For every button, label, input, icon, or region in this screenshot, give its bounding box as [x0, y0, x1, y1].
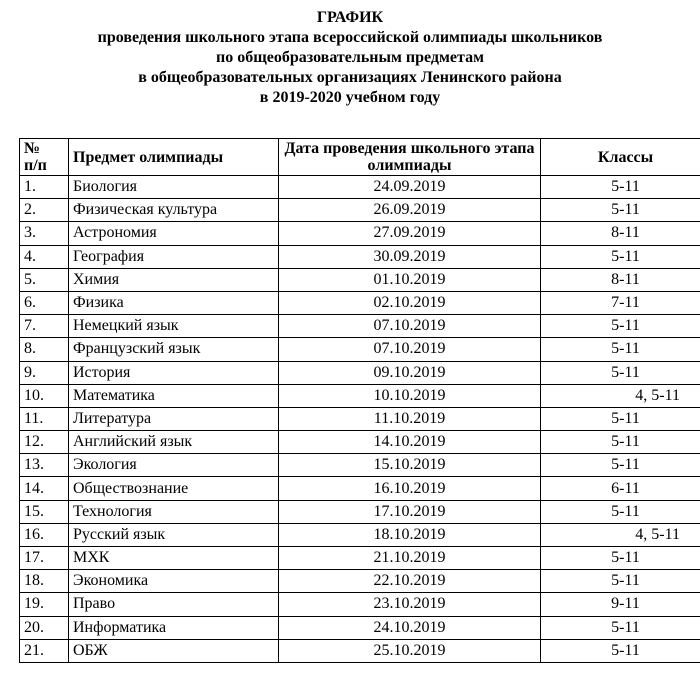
row-number-cell: 4. [20, 245, 69, 268]
date-cell: 17.10.2019 [279, 500, 541, 523]
subject-cell: Информатика [69, 616, 279, 639]
document-header [0, 8, 700, 108]
subject-cell: МХК [69, 547, 279, 570]
table-row [20, 477, 700, 500]
row-number-cell: 14. [20, 477, 69, 500]
date-cell: 30.09.2019 [279, 245, 541, 268]
date-cell: 07.10.2019 [279, 338, 541, 361]
row-number-cell: 15. [20, 500, 69, 523]
row-number-cell: 21. [20, 639, 69, 662]
row-number-cell: 2. [20, 199, 69, 222]
subject-cell: Технология [69, 500, 279, 523]
grades-cell: 5-11 [541, 570, 700, 593]
grades-cell: 5-11 [541, 361, 700, 384]
row-number-cell: 16. [20, 523, 69, 546]
row-number-cell: 17. [20, 547, 69, 570]
table-header-row [20, 139, 700, 176]
grades-cell: 4, 5-11 [541, 384, 700, 407]
subject-cell: Французский язык [69, 338, 279, 361]
date-cell: 16.10.2019 [279, 477, 541, 500]
grades-cell: 5-11 [541, 407, 700, 430]
date-cell: 10.10.2019 [279, 384, 541, 407]
subject-cell: Немецкий язык [69, 315, 279, 338]
table-row [20, 454, 700, 477]
document-subtitle-line: в 2019-2020 учебном году [259, 89, 441, 106]
date-cell: 01.10.2019 [279, 268, 541, 291]
row-number-cell: 20. [20, 616, 69, 639]
table-row [20, 222, 700, 245]
table-row [20, 245, 700, 268]
column-header-subject: Предмет олимпиады [69, 139, 279, 176]
grades-cell: 5-11 [541, 176, 700, 199]
subject-cell: Математика [69, 384, 279, 407]
table-row [20, 431, 700, 454]
table-row [20, 176, 700, 199]
grades-cell: 5-11 [541, 338, 700, 361]
row-number-cell: 19. [20, 593, 69, 616]
date-cell: 25.10.2019 [279, 639, 541, 662]
date-cell: 14.10.2019 [279, 431, 541, 454]
date-cell: 11.10.2019 [279, 407, 541, 430]
table-row [20, 199, 700, 222]
subject-cell: Английский язык [69, 431, 279, 454]
date-cell: 27.09.2019 [279, 222, 541, 245]
column-header-number: № п/п [20, 139, 69, 176]
subject-cell: Физическая культура [69, 199, 279, 222]
row-number-cell: 5. [20, 268, 69, 291]
table-row [20, 338, 700, 361]
column-header-grades: Классы [541, 139, 700, 176]
date-cell: 23.10.2019 [279, 593, 541, 616]
subject-cell: Экология [69, 454, 279, 477]
table-row [20, 361, 700, 384]
grades-cell: 4, 5-11 [541, 523, 700, 546]
date-cell: 24.10.2019 [279, 616, 541, 639]
table-row [20, 593, 700, 616]
grades-cell: 5-11 [541, 315, 700, 338]
date-cell: 21.10.2019 [279, 547, 541, 570]
date-cell: 02.10.2019 [279, 291, 541, 314]
row-number-cell: 1. [20, 176, 69, 199]
grades-cell: 6-11 [541, 477, 700, 500]
grades-cell: 7-11 [541, 291, 700, 314]
document-subtitle-line: по общеобразовательным предметам [216, 49, 484, 66]
row-number-cell: 7. [20, 315, 69, 338]
subject-cell: Русский язык [69, 523, 279, 546]
row-number-cell: 18. [20, 570, 69, 593]
subject-cell: Физика [69, 291, 279, 314]
grades-cell: 8-11 [541, 268, 700, 291]
table-row [20, 639, 700, 662]
grades-cell: 5-11 [541, 639, 700, 662]
subject-cell: Астрономия [69, 222, 279, 245]
row-number-cell: 11. [20, 407, 69, 430]
row-number-cell: 13. [20, 454, 69, 477]
table-row [20, 407, 700, 430]
grades-cell: 5-11 [541, 245, 700, 268]
row-number-cell: 9. [20, 361, 69, 384]
date-cell: 26.09.2019 [279, 199, 541, 222]
date-cell: 09.10.2019 [279, 361, 541, 384]
subject-cell: Право [69, 593, 279, 616]
date-cell: 24.09.2019 [279, 176, 541, 199]
grades-cell: 8-11 [541, 222, 700, 245]
subject-cell: Обществознание [69, 477, 279, 500]
grades-cell: 9-11 [541, 593, 700, 616]
row-number-cell: 10. [20, 384, 69, 407]
row-number-cell: 6. [20, 291, 69, 314]
row-number-cell: 8. [20, 338, 69, 361]
table-row [20, 291, 700, 314]
document-subtitle-line: в общеобразовательных организациях Ленинского района [138, 69, 562, 86]
table-row [20, 616, 700, 639]
subject-cell: Литература [69, 407, 279, 430]
subject-cell: Экономика [69, 570, 279, 593]
document-subtitle-line: проведения школьного этапа всероссийской олимпиады школьников [97, 29, 603, 46]
column-header-date: Дата проведения школьного этапа олимпиады [279, 139, 541, 176]
grades-cell: 5-11 [541, 500, 700, 523]
grades-cell: 5-11 [541, 547, 700, 570]
table-row [20, 315, 700, 338]
grades-cell: 5-11 [541, 454, 700, 477]
date-cell: 18.10.2019 [279, 523, 541, 546]
grades-cell: 5-11 [541, 199, 700, 222]
table-row [20, 570, 700, 593]
table-row [20, 384, 700, 407]
row-number-cell: 12. [20, 431, 69, 454]
date-cell: 07.10.2019 [279, 315, 541, 338]
table-row [20, 547, 700, 570]
document-title: ГРАФИК [316, 9, 384, 26]
olympiad-schedule-table [19, 138, 700, 663]
grades-cell: 5-11 [541, 431, 700, 454]
row-number-cell: 3. [20, 222, 69, 245]
subject-cell: География [69, 245, 279, 268]
table-row [20, 500, 700, 523]
subject-cell: ОБЖ [69, 639, 279, 662]
subject-cell: Химия [69, 268, 279, 291]
table-row [20, 268, 700, 291]
date-cell: 15.10.2019 [279, 454, 541, 477]
subject-cell: Биология [69, 176, 279, 199]
table-row [20, 523, 700, 546]
date-cell: 22.10.2019 [279, 570, 541, 593]
subject-cell: История [69, 361, 279, 384]
grades-cell: 5-11 [541, 616, 700, 639]
